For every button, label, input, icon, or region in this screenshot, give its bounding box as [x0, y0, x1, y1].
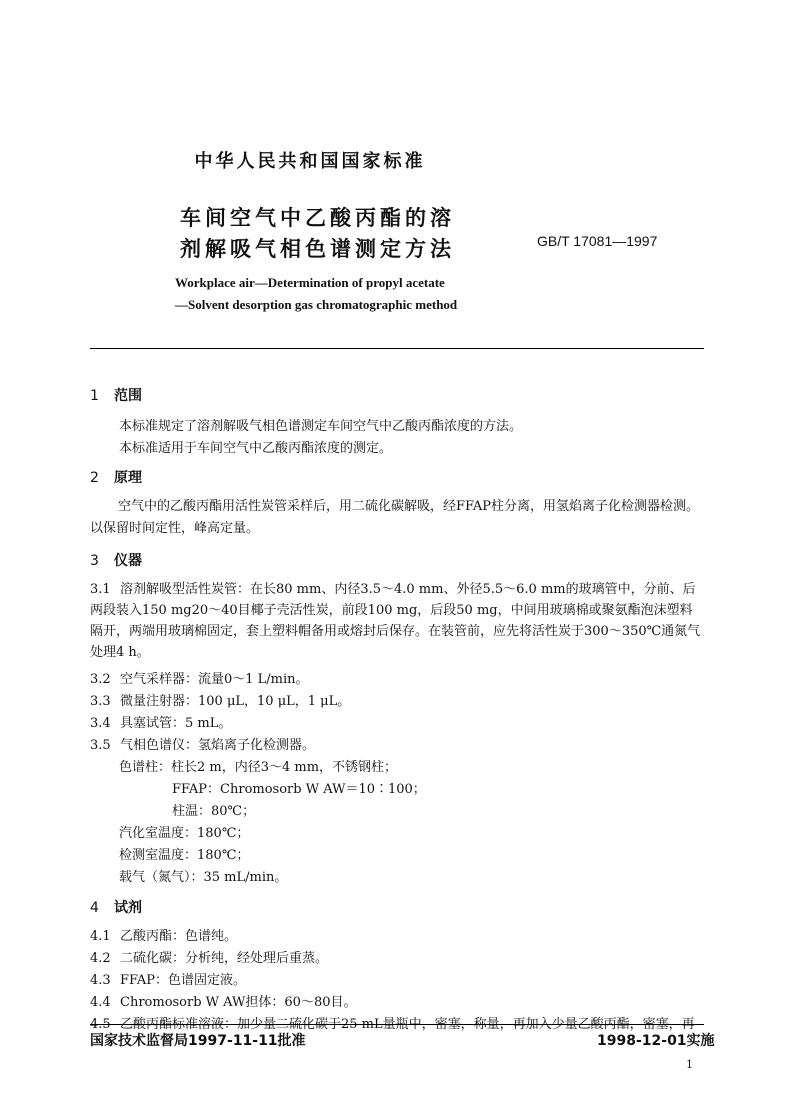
clause-3-5-text: 气相色谱仪：氢焰离子化检测器。 — [120, 738, 316, 753]
clause-3-3 — [90, 690, 350, 709]
section-3-number: 3 — [90, 553, 99, 569]
implementation-date: 1998-12-01实施 — [597, 1033, 715, 1049]
clause-4-4-text: Chromosorb W AW担体：60～80目。 — [120, 995, 357, 1010]
section-2-paragraph: 空气中的乙酸丙酯用活性炭管采样后，用二硫化碳解吸，经FFAP柱分离，用氢焰离子化检测器检测。以保留时间定性，峰高定量。 — [90, 499, 700, 536]
section-2-title: 原理 — [114, 470, 142, 486]
section-1-heading — [90, 385, 142, 405]
page-number: 1 — [686, 1058, 693, 1071]
clause-4-3-number: 4.3 — [90, 973, 111, 988]
clause-3-1-number: 3.1 — [90, 582, 111, 597]
clause-3-5 — [90, 734, 315, 753]
english-title-line-1: Workplace air—Determination of propyl acetate — [175, 275, 445, 290]
clause-4-1 — [90, 925, 237, 944]
clause-4-2-text: 二硫化碳：分析纯，经处理后重蒸。 — [120, 951, 329, 966]
column-temperature: 柱温：80℃； — [172, 804, 256, 819]
title-line-2: 剂解吸气相色谱测定方法 — [180, 237, 455, 261]
clause-3-4 — [90, 712, 231, 731]
clause-4-4 — [90, 991, 356, 1010]
section-4-heading — [90, 897, 142, 917]
clause-4-5-number: 4.5 — [90, 1017, 111, 1032]
clause-4-1-number: 4.1 — [90, 929, 111, 944]
clause-3-1 — [90, 579, 704, 663]
clause-3-1-text: 溶剂解吸型活性炭管：在长80 mm、内径3.5～4.0 mm、外径5.5～6.0 mm的玻璃管中，分前、后两段装入150 mg20～40目椰子壳活性炭，前段100 mg，后段50 mg，中间用玻璃棉或聚氨酯泡沫塑料隔开，两端用玻璃棉固定，套上塑料帽备用或熔封后保存。在装管前，应先将活性炭于300～350℃通氮气处理4 h。 — [90, 582, 701, 660]
national-standard-heading: 中华人民共和国国家标准 — [194, 151, 426, 172]
section-1-paragraph-1: 本标准规定了溶剂解吸气相色谱测定车间空气中乙酸丙酯浓度的方法。 — [119, 419, 523, 434]
chromatographic-column: 色谱柱：柱长2 m，内径3～4 mm，不锈钢柱； — [119, 760, 398, 775]
clause-3-4-text: 具塞试管：5 mL。 — [120, 716, 232, 731]
section-4-number: 4 — [90, 900, 99, 916]
section-4-title: 试剂 — [114, 900, 142, 916]
clause-3-2-text: 空气采样器：流量0～1 L/min。 — [120, 672, 309, 687]
standard-code: GB/T 17081—1997 — [537, 233, 658, 249]
section-3-title: 仪器 — [114, 553, 142, 569]
section-2-number: 2 — [90, 470, 99, 486]
clause-4-3 — [90, 969, 246, 988]
section-2-heading — [90, 467, 142, 487]
carrier-gas: 载气（氮气）：35 mL/min。 — [119, 870, 288, 885]
clause-3-2 — [90, 668, 309, 687]
section-1-title: 范围 — [114, 388, 142, 404]
clause-3-3-number: 3.3 — [90, 694, 111, 709]
clause-4-2-number: 4.2 — [90, 951, 111, 966]
english-title-line-2: —Solvent desorption gas chromatographic method — [175, 297, 458, 312]
clause-4-1-text: 乙酸丙酯：色谱纯。 — [120, 929, 238, 944]
approval-date: 国家技术监督局1997-11-11批准 — [90, 1033, 306, 1049]
clause-3-2-number: 3.2 — [90, 672, 111, 687]
clause-4-3-text: FFAP：色谱固定液。 — [120, 973, 247, 988]
section-3-heading — [90, 550, 142, 570]
header-divider — [90, 348, 704, 349]
section-1-paragraph-2: 本标准适用于车间空气中乙酸丙酯浓度的测定。 — [119, 441, 393, 456]
clause-3-5-number: 3.5 — [90, 738, 111, 753]
clause-4-4-number: 4.4 — [90, 995, 111, 1010]
ffap-ratio: FFAP：Chromosorb W AW＝10∶100； — [172, 782, 426, 797]
title-line-1: 车间空气中乙酸丙酯的溶 — [180, 206, 455, 230]
clause-4-2 — [90, 947, 328, 966]
vaporizer-temperature: 汽化室温度：180℃； — [119, 826, 250, 841]
section-1-number: 1 — [90, 388, 99, 404]
clause-3-3-text: 微量注射器：100 μL，10 μL，1 μL。 — [120, 694, 351, 709]
footer-divider — [90, 1024, 704, 1025]
clause-3-4-number: 3.4 — [90, 716, 111, 731]
clause-4-5-text: 乙酸丙酯标准溶液：加少量二硫化碳于25 mL量瓶中，密塞，称量，再加入少量乙酸丙酯，密塞，再 — [120, 1017, 695, 1032]
detector-temperature: 检测室温度：180℃； — [119, 848, 250, 863]
